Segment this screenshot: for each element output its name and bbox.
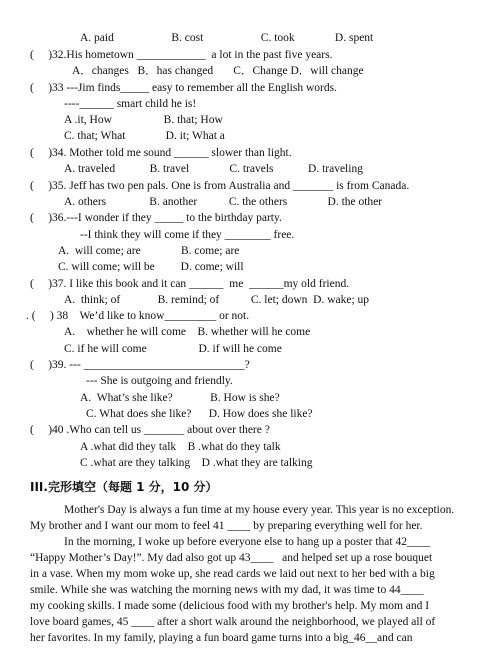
passage-line-9: her favorites. In my family, playing a fun board game turns into a big_46__and can [30, 632, 413, 644]
passage-line-8: love board games, 45 ____ after a short walk around the neighborhood, we played all of [30, 616, 436, 628]
q33-stem: ( )33 ---Jim finds_____ easy to remember all the English words. [30, 82, 337, 94]
q38-options-ab: A. whether he will come B. whether will he come [64, 326, 311, 338]
q36-stem: ( )36.---I wonder if they _____ to the birthday party. [30, 212, 282, 224]
q36-options-ab: A. will come; are B. come; are [58, 245, 240, 257]
q36-reply: --I think they will come if they ________ free. [80, 229, 295, 241]
q36-options-cd: C. will come; will be D. come; will [58, 261, 244, 273]
q31-options: A. paid B. cost C. took D. spent [80, 32, 374, 44]
q33-options-ab: A .it, How B. that; How [64, 114, 223, 126]
q37-stem: ( )37. I like this book and it can ______ me ______my old friend. [30, 278, 350, 290]
q33-reply: ----______ smart child he is! [64, 98, 197, 110]
q38-stem: . ( ) 38 We’d like to know_________ or not. [26, 310, 250, 322]
q35-stem: ( )35. Jeff has two pen pals. One is from Australia and _______ is from Canada. [30, 180, 410, 192]
q40-stem: ( )40 .Who can tell us _______ about over there ? [30, 424, 270, 436]
q39-stem: ( )39. --- ____________________________? [30, 359, 250, 371]
q39-reply: --- She is outgoing and friendly. [86, 375, 233, 387]
passage-line-3: In the morning, I woke up before everyone else to hang up a poster that 42____ [64, 536, 430, 548]
q40-options-ab: A .what did they talk B .what do they talk [80, 441, 281, 453]
passage-line-7: my cooking skills. I made some (delicious food with my brother's help. My mom and I [30, 600, 430, 612]
q38-options-cd: C. if he will come D. if will he come [64, 343, 282, 355]
passage-line-5: in a vase. When my mom woke up, she read cards we laid out next to her bed with a big [30, 568, 435, 580]
q33-options-cd: C. that; What D. it; What a [64, 130, 225, 142]
passage-line-2: My brother and I want our mom to feel 41 ____ by preparing everything well for her. [30, 520, 423, 532]
q34-options: A. traveled B. travel C. travels D. traveling [64, 163, 363, 175]
q32-stem: ( )32.His hometown ____________ a lot in the past five years. [30, 49, 333, 61]
passage-line-4: “Happy Mother’s Day!”. My dad also got up 43____ and helped set up a rose bouquet [30, 552, 433, 564]
q37-options: A. think; of B. remind; of C. let; down D. wake; up [64, 294, 370, 306]
q35-options: A. others B. another C. the others D. the other [64, 196, 383, 208]
q32-options: A．changes B．has changed C．Change D．will change [72, 65, 364, 77]
section-heading: III.完形填空（每题 1 分，10 分） [30, 480, 218, 494]
passage-line-1: Mother's Day is always a fun time at my house every year. This year is no exception. [64, 504, 455, 516]
q34-stem: ( )34. Mother told me sound ______ slower than light. [30, 147, 292, 159]
q40-options-cd: C .what are they talking D .what they are talking [80, 457, 313, 469]
passage-line-6: smile. While she was watching the morning news with my dad, it was time to 44____ [30, 584, 424, 596]
q39-options-ab: A. What’s she like? B. How is she? [80, 392, 280, 404]
q39-options-cd: C. What does she like? D. How does she like? [86, 408, 313, 420]
